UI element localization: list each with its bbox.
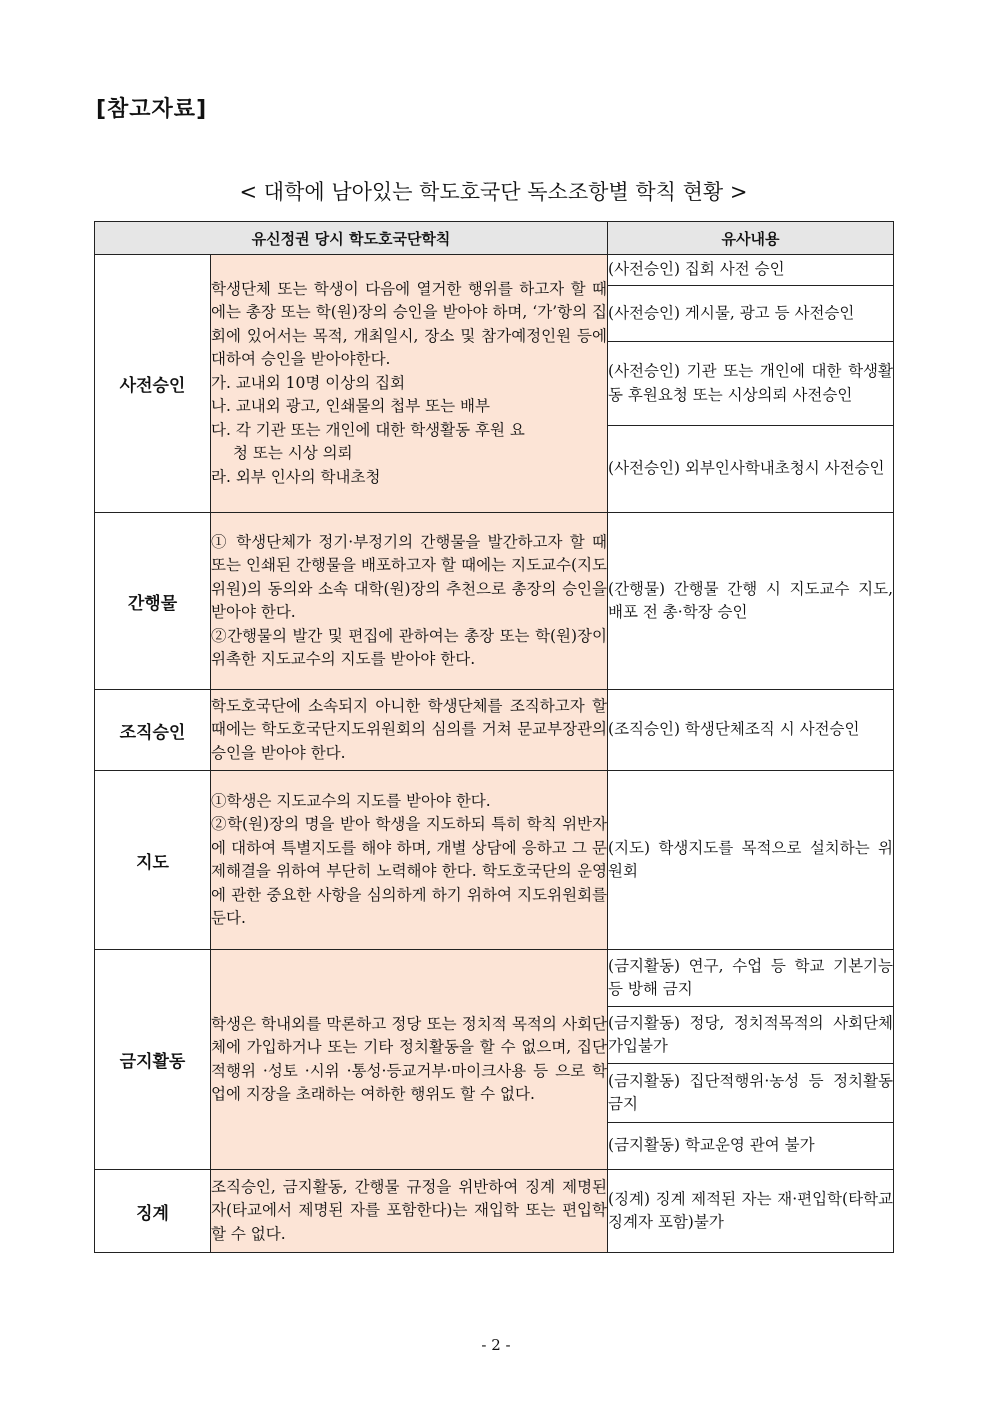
original-item-continuation: 청 또는 시상 의뢰 xyxy=(233,444,353,463)
table-header-row xyxy=(95,222,894,255)
original-item: 가. 교내외 10명 이상의 집회 xyxy=(211,373,406,392)
similar-text: (사전승인) 기관 또는 개인에 대한 학생활동 후원요청 또는 시상의뢰 사전승인 xyxy=(608,342,894,426)
document-title: < 대학에 남아있는 학도호국단 독소조항별 학칙 현황 > xyxy=(239,180,748,204)
row-category: 금지활동 xyxy=(95,950,211,1170)
page-number: - 2 - xyxy=(481,1336,511,1354)
similar-text: (지도) 학생지도를 목적으로 설치하는 위원회 xyxy=(608,771,894,950)
table-row xyxy=(95,771,894,950)
row-category: 징계 xyxy=(95,1170,211,1253)
row-category: 조직승인 xyxy=(95,690,211,771)
original-paragraph: 학생은 학내외를 막론하고 정당 또는 정치적 목적의 사회단체에 가입하거나 또는 기타 정치활동을 할 수 없으며, 집단적행위 ·성토 ·시위 ·통성·등교거부·마이크사용 등 으로 학업에 지장을 초래하는 여하한 행위도 할 수 없다. xyxy=(211,1014,608,1103)
original-paragraph: ①학생은 지도교수의 지도를 받아야 한다. xyxy=(211,791,491,810)
row-category: 지도 xyxy=(95,771,211,950)
row-category: 사전승인 xyxy=(95,255,211,513)
row-original-text xyxy=(211,950,608,1170)
original-paragraph: 조직승인, 금지활동, 간행물 규정을 위반하여 징계 제명된 자(타교에서 제명된 자를 포함한다)는 재입학 또는 편입학할 수 없다. xyxy=(211,1177,608,1243)
original-paragraph: 학생단체 또는 학생이 다음에 열거한 행위를 하고자 할 때에는 총장 또는 학(원)장의 승인을 받아야 하며, ‘가’항의 집회에 있어서는 목적, 개최일시, 장소 및 참가예정인원 등에 대하여 승인을 받아야한다. xyxy=(211,279,608,369)
original-paragraph: ②학(원)장의 명을 받아 학생을 지도하되 특히 학칙 위반자에 대하여 특별지도를 해야 하며, 개별 상담에 응하고 그 문제해결을 위하여 부단히 노력해야 한다. 학도호국단의 운영에 관한 중요한 사항을 심의하게 하기 위하여 지도위원회를 둔다. xyxy=(211,815,608,927)
table-row xyxy=(95,950,894,1007)
similar-text: (간행물) 간행물 간행 시 지도교수 지도, 배포 전 총·학장 승인 xyxy=(608,513,894,690)
original-item: 다. 각 기관 또는 개인에 대한 학생활동 후원 요 xyxy=(211,420,525,439)
table-row xyxy=(95,690,894,771)
original-item: 나. 교내외 광고, 인쇄물의 첩부 또는 배부 xyxy=(211,397,490,416)
original-paragraph: ① 학생단체가 정기·부정기의 간행물을 발간하고자 할 때 또는 인쇄된 간행물을 배포하고자 할 때에는 지도교수(지도위원)의 동의와 소속 대학(원)장의 추천으로 총장의 승인을 받아야 한다. xyxy=(211,532,608,621)
row-original-text xyxy=(211,1170,608,1253)
similar-text: (사전승인) 게시물, 광고 등 사전승인 xyxy=(608,286,894,342)
table-row xyxy=(95,1170,894,1253)
similar-text: (금지활동) 정당, 정치적목적의 사회단체가입불가 xyxy=(608,1007,894,1064)
similar-text: (징계) 징계 제적된 자는 재·편입학(타학교 징계자 포함)불가 xyxy=(608,1170,894,1253)
header-original: 유신정권 당시 학도호국단학칙 xyxy=(95,222,608,255)
table-row xyxy=(95,255,894,286)
row-original-text xyxy=(211,690,608,771)
row-original-text xyxy=(211,255,608,513)
row-original-text xyxy=(211,771,608,950)
similar-text: (사전승인) 집회 사전 승인 xyxy=(608,255,894,286)
similar-text: (금지활동) 학교운영 관여 불가 xyxy=(608,1123,894,1170)
table-row xyxy=(95,513,894,690)
original-paragraph: ②간행물의 발간 및 편집에 관하여는 총장 또는 학(원)장이 위촉한 지도교수의 지도를 받아야 한다. xyxy=(211,626,608,668)
similar-text: (조직승인) 학생단체조직 시 사전승인 xyxy=(608,690,894,771)
original-paragraph: 학도호국단에 소속되지 아니한 학생단체를 조직하고자 할 때에는 학도호국단지도위원회의 심의를 거쳐 문교부장관의 승인을 받아야 한다. xyxy=(211,696,608,762)
row-category: 간행물 xyxy=(95,513,211,690)
row-original-text xyxy=(211,513,608,690)
header-similar: 유사내용 xyxy=(608,222,894,255)
reference-label: [참고자료] xyxy=(96,97,208,122)
similar-text: (금지활동) 연구, 수업 등 학교 기본기능 등 방해 금지 xyxy=(608,950,894,1007)
similar-text: (금지활동) 집단적행위·농성 등 정치활동금지 xyxy=(608,1064,894,1123)
comparison-table xyxy=(94,221,894,1253)
similar-text: (사전승인) 외부인사학내초청시 사전승인 xyxy=(608,426,894,513)
original-item: 라. 외부 인사의 학내초청 xyxy=(211,467,381,486)
